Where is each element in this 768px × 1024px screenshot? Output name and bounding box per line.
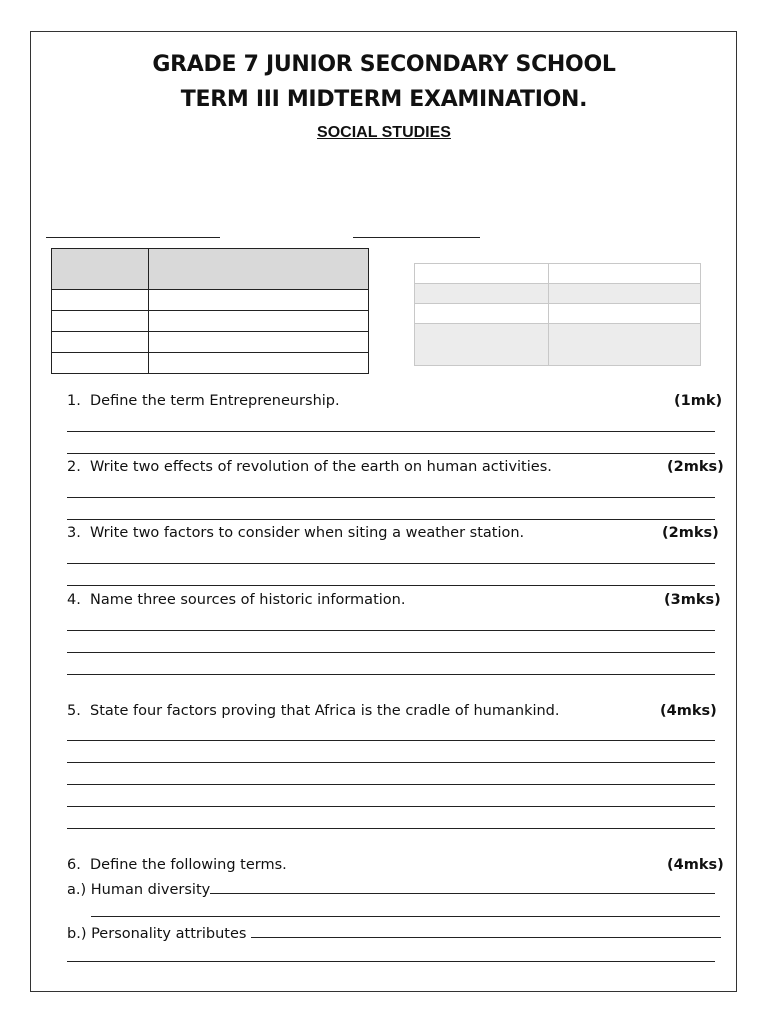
question-marks: (1mk)	[674, 393, 723, 409]
answer-line[interactable]	[67, 453, 715, 454]
table-cell	[149, 249, 369, 290]
answer-line[interactable]	[67, 762, 715, 763]
answer-line[interactable]	[67, 497, 715, 498]
table-cell[interactable]	[52, 332, 149, 353]
answer-line[interactable]	[67, 784, 715, 785]
table-cell[interactable]	[415, 324, 549, 366]
question-number: 1.	[67, 393, 81, 409]
admission-blank-line[interactable]	[353, 237, 480, 238]
question-3	[67, 525, 727, 545]
question-number: 3.	[67, 525, 81, 541]
school-title: GRADE 7 JUNIOR SECONDARY SCHOOL	[152, 52, 616, 77]
table-cell[interactable]	[52, 353, 149, 374]
answer-line[interactable]	[210, 879, 715, 894]
marks-table-right	[414, 263, 701, 366]
table-cell[interactable]	[149, 311, 369, 332]
answer-line[interactable]	[67, 674, 715, 675]
table-cell[interactable]	[549, 324, 701, 366]
question-text: State four factors proving that Africa is the cradle of humankind.	[90, 703, 560, 719]
subject-title	[0, 124, 768, 142]
subpart-label: a.) Human diversity	[67, 882, 211, 898]
answer-line[interactable]	[67, 828, 715, 829]
answer-line[interactable]	[67, 961, 715, 962]
answer-line[interactable]	[67, 563, 715, 564]
answer-line[interactable]	[67, 585, 715, 586]
question-6	[67, 857, 727, 877]
question-number: 4.	[67, 592, 81, 608]
question-marks: (4mks)	[660, 703, 717, 719]
question-1	[67, 393, 727, 413]
question-marks: (3mks)	[664, 592, 721, 608]
name-blank-line[interactable]	[46, 237, 220, 238]
question-5	[67, 703, 727, 723]
question-number: 6.	[67, 857, 81, 873]
answer-line[interactable]	[67, 431, 715, 432]
question-marks: (4mks)	[667, 857, 724, 873]
table-cell[interactable]	[549, 304, 701, 324]
exam-title: TERM III MIDTERM EXAMINATION.	[180, 87, 588, 112]
table-cell[interactable]	[149, 332, 369, 353]
question-text: Define the following terms.	[90, 857, 287, 873]
question-marks: (2mks)	[662, 525, 719, 541]
subpart-label: b.) Personality attributes	[67, 926, 252, 942]
table-cell[interactable]	[549, 284, 701, 304]
answer-line[interactable]	[67, 806, 715, 807]
table-cell[interactable]	[52, 290, 149, 311]
table-cell	[52, 249, 149, 290]
question-text: Write two effects of revolution of the earth on human activities.	[90, 459, 552, 475]
answer-line[interactable]	[67, 519, 715, 520]
page-border	[30, 31, 737, 992]
question-text: Write two factors to consider when siting a weather station.	[90, 525, 525, 541]
question-number: 5.	[67, 703, 81, 719]
table-cell[interactable]	[415, 284, 549, 304]
table-cell[interactable]	[549, 264, 701, 284]
subject-label: SOCIAL STUDIES	[317, 124, 451, 141]
table-cell[interactable]	[415, 304, 549, 324]
table-cell[interactable]	[415, 264, 549, 284]
question-marks: (2mks)	[667, 459, 724, 475]
answer-line[interactable]	[67, 630, 715, 631]
answer-line[interactable]	[67, 740, 715, 741]
table-cell[interactable]	[149, 290, 369, 311]
answer-line[interactable]	[251, 923, 721, 938]
question-number: 2.	[67, 459, 81, 475]
question-text: Define the term Entrepreneurship.	[90, 393, 340, 409]
table-cell[interactable]	[52, 311, 149, 332]
question-4	[67, 592, 727, 612]
question-2	[67, 459, 727, 479]
subpart-b	[67, 923, 721, 942]
question-text: Name three sources of historic information.	[90, 592, 406, 608]
marks-table-left	[51, 248, 369, 374]
answer-line[interactable]	[91, 916, 720, 917]
answer-line[interactable]	[67, 652, 715, 653]
subpart-a	[67, 879, 715, 898]
table-cell[interactable]	[149, 353, 369, 374]
